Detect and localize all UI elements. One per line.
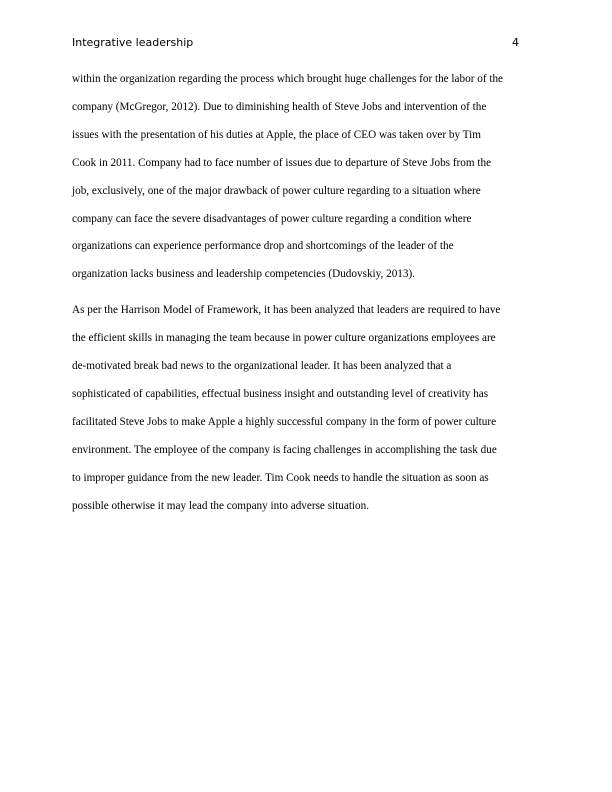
page-header <box>72 35 519 51</box>
text-line: to improper guidance from the new leader. Tim Cook needs to handle the situation as soon as <box>72 471 489 484</box>
page-number: 4 <box>512 36 519 49</box>
text-line: As per the Harrison Model of Framework, it has been analyzed that leaders are required to have <box>72 304 501 317</box>
text-line: de-motivated break bad news to the organizational leader. It has been analyzed that a <box>72 360 452 373</box>
text-line: facilitated Steve Jobs to make Apple a highly successful company in the form of power culture <box>72 415 497 428</box>
text-line: sophisticated of capabilities, effectual business insight and outstanding level of creativity has <box>72 387 489 400</box>
text-line: job, exclusively, one of the major drawback of power culture regarding to a situation where <box>72 184 481 197</box>
text-line: Cook in 2011. Company had to face number of issues due to departure of Steve Jobs from the <box>72 156 492 169</box>
running-head: Integrative leadership <box>72 36 194 49</box>
body-text <box>72 66 540 521</box>
paragraph-1 <box>72 66 540 289</box>
text-line: possible otherwise it may lead the company into adverse situation. <box>72 499 370 512</box>
text-line: the efficient skills in managing the team because in power culture organizations employees are <box>72 332 496 345</box>
text-line: organization lacks business and leadership competencies (Dudovskiy, 2013). <box>72 268 415 281</box>
text-line: within the organization regarding the process which brought huge challenges for the labor of the <box>72 73 504 85</box>
paragraph-2 <box>72 297 540 520</box>
text-line: issues with the presentation of his duties at Apple, the place of CEO was taken over by Tim <box>72 128 481 141</box>
text-line: company (McGregor, 2012). Due to diminishing health of Steve Jobs and intervention of the <box>72 100 487 113</box>
text-line: environment. The employee of the company is facing challenges in accomplishing the task due <box>72 443 497 456</box>
text-line: company can face the severe disadvantages of power culture regarding a condition where <box>72 212 472 225</box>
text-line: organizations can experience performance drop and shortcomings of the leader of the <box>72 240 454 253</box>
